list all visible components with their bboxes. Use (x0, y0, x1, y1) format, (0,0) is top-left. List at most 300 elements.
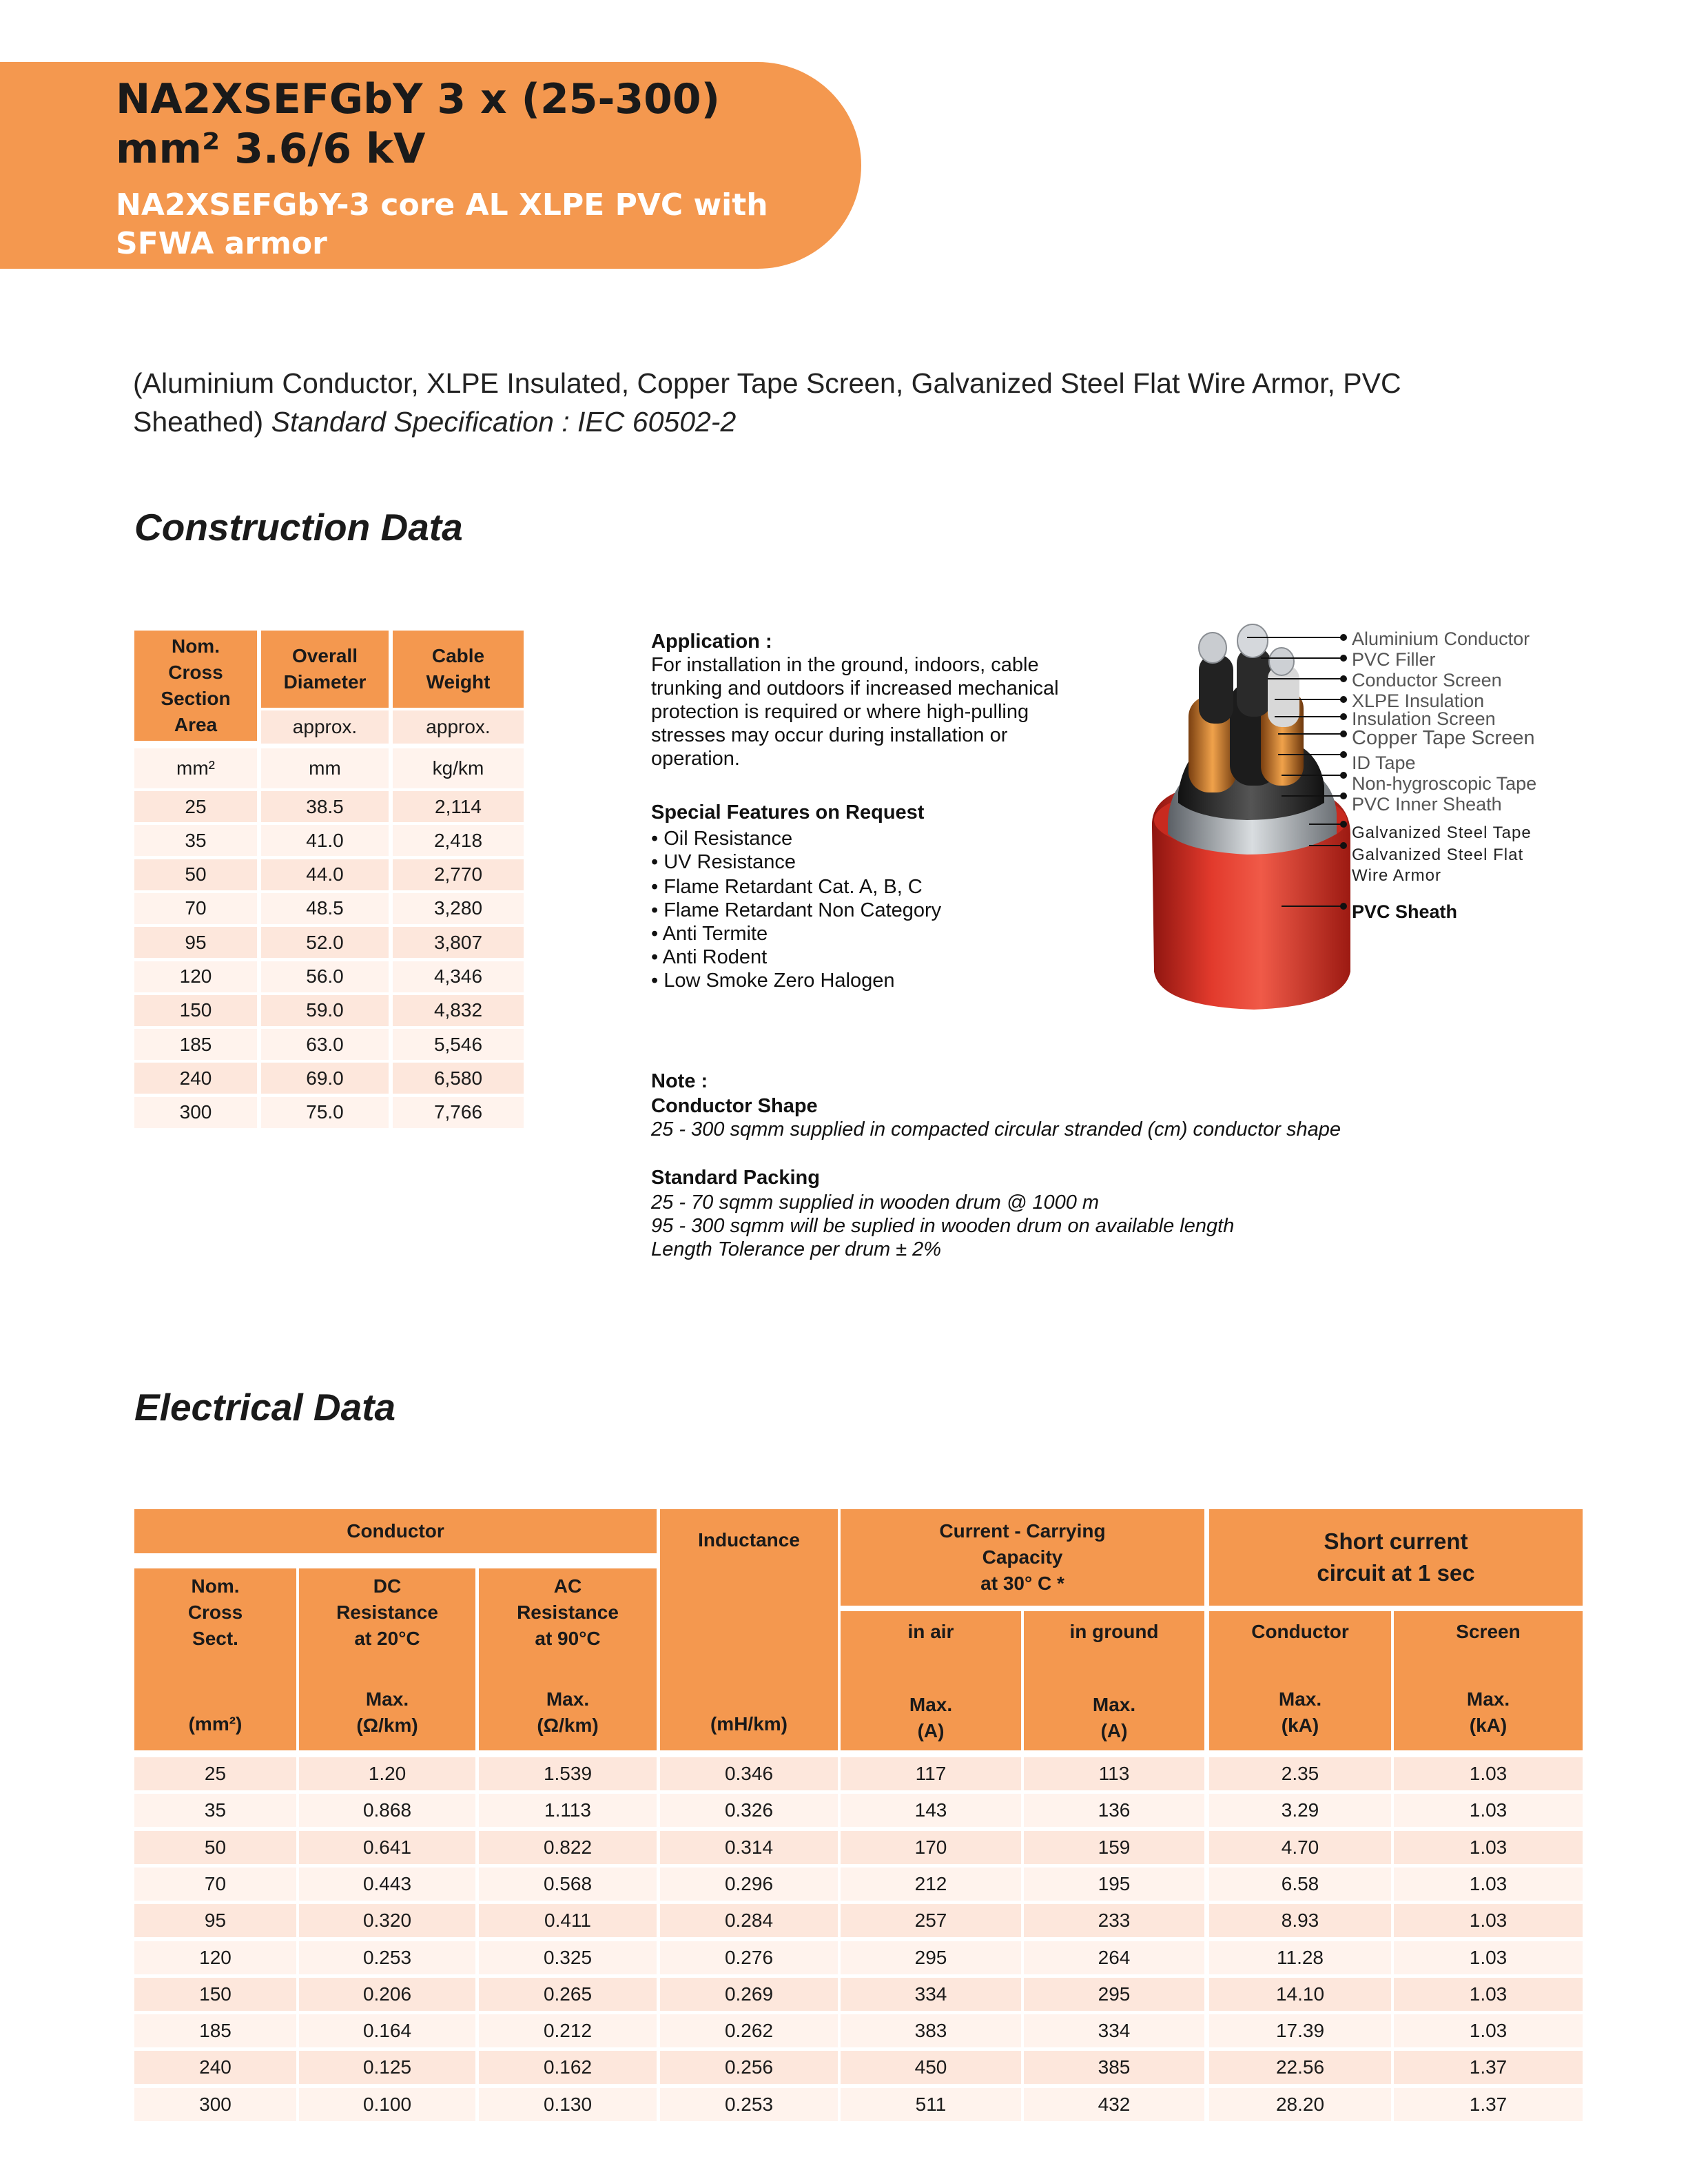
electrical-cell (1024, 2088, 1204, 2121)
callout-galvanized-steel-flat: Galvanized Steel Flat (1352, 846, 1524, 864)
callout-aluminium-conductor: Aluminium Conductor (1352, 628, 1530, 649)
electrical-cell-text: 1.20 (368, 1763, 407, 1784)
special-features-heading: Special Features on Request (651, 801, 925, 823)
electrical-cell-text: 35 (204, 1799, 227, 1821)
electrical-cell-text: 120 (199, 1946, 231, 1968)
application-line: For installation in the ground, indoors, cable (651, 654, 1039, 676)
electrical-cell (1024, 1978, 1204, 2011)
electrical-cell-text: 1.03 (1469, 1836, 1508, 1858)
electrical-cell (1209, 1831, 1391, 1864)
electrical-cell-text: 113 (1098, 1763, 1130, 1784)
electrical-cell (660, 2014, 838, 2047)
group-conductor-text: Conductor (347, 1520, 444, 1542)
construction-section-title: Construction Data (134, 506, 463, 549)
callout-id-tape: ID Tape (1352, 753, 1416, 773)
product-subtitle-line2: SFWA armor (116, 226, 327, 261)
callout-conductor-screen: Conductor Screen (1352, 670, 1502, 690)
construction-cell-text: 7,766 (433, 1101, 483, 1123)
electrical-cell (134, 1868, 296, 1901)
electrical-cell-text: 300 (199, 2093, 231, 2115)
electrical-cell (660, 1831, 838, 1864)
subheader-approx-text: approx. (292, 716, 358, 737)
electrical-cell (134, 1904, 296, 1937)
electrical-cell (660, 1904, 838, 1937)
electrical-cell-text: 0.206 (362, 1983, 412, 2005)
callout-leader-lines (1240, 620, 1350, 923)
electrical-cell (841, 2014, 1021, 2047)
sc-screen-unit (1394, 1681, 1583, 1743)
construction-cell (134, 825, 257, 856)
standard-packing-heading: Standard Packing (651, 1167, 820, 1189)
electrical-cell-text: 3.29 (1281, 1799, 1319, 1821)
electrical-cell (1024, 1794, 1204, 1827)
ac-resistance-label (479, 1571, 657, 1654)
electrical-cell-text: 0.253 (724, 2093, 774, 2115)
electrical-cell-text: 28.20 (1275, 2093, 1325, 2115)
electrical-cell (479, 1868, 657, 1901)
description-line2 (133, 402, 736, 441)
electrical-cell (841, 1904, 1021, 1937)
header-cable-weight-text: Cable Weight (426, 645, 491, 693)
electrical-cell-text: 334 (914, 1983, 947, 2005)
electrical-cell-text: 1.03 (1469, 1946, 1508, 1968)
special-feature-item: • Low Smoke Zero Halogen (651, 970, 895, 992)
unit-cell (261, 748, 389, 788)
electrical-cell (479, 1757, 657, 1790)
electrical-cell-text: 0.125 (362, 2056, 412, 2078)
electrical-cell-text: 0.568 (543, 1872, 593, 1894)
electrical-cell-text: 511 (915, 2093, 947, 2115)
core-insulation-1 (1199, 655, 1233, 724)
electrical-cell (1024, 1757, 1204, 1790)
unit-cell (393, 748, 524, 788)
electrical-cell (660, 1978, 838, 2011)
electrical-cell (841, 2088, 1021, 2121)
in-air-unit (841, 1688, 1021, 1748)
callout-galvanized-steel-tape: Galvanized Steel Tape (1352, 823, 1532, 842)
in-air-label (841, 1613, 1021, 1651)
electrical-cell (479, 2051, 657, 2084)
callout-copper-tape-screen: Copper Tape Screen (1352, 727, 1535, 749)
sc-screen-label-text: Screen (1456, 1621, 1521, 1642)
electrical-cell-text: 159 (1098, 1836, 1131, 1858)
construction-cell-text: 95 (185, 931, 207, 953)
group-current-capacity-text: Current - Carrying Capacity at 30° C * (939, 1520, 1106, 1594)
electrical-cell (1394, 1757, 1583, 1790)
electrical-cell-text: 0.641 (362, 1836, 412, 1858)
construction-cell (393, 1063, 524, 1094)
electrical-cell (1209, 1757, 1391, 1790)
electrical-cell-text: 1.37 (1469, 2056, 1508, 2078)
construction-cell-text: 50 (185, 863, 207, 886)
construction-cell (261, 893, 389, 924)
electrical-cell-text: 295 (914, 1946, 947, 1968)
electrical-cell-text: 0.276 (724, 1946, 774, 1968)
electrical-cell (134, 2014, 296, 2047)
electrical-cell-text: 233 (1098, 1910, 1131, 1932)
construction-cell (134, 893, 257, 924)
aluminium-conductor-1 (1199, 633, 1226, 663)
electrical-cell (299, 1904, 475, 1937)
construction-cell (393, 961, 524, 992)
electrical-cell (479, 1904, 657, 1937)
electrical-cell-text: 0.253 (362, 1946, 412, 1968)
sc-conductor-label (1209, 1613, 1391, 1651)
subheader-approx-text: approx. (426, 716, 491, 737)
electrical-cell (1209, 1868, 1391, 1901)
electrical-cell (1394, 1978, 1583, 2011)
electrical-cell-text: 0.411 (544, 1910, 591, 1932)
electrical-cell (1024, 1831, 1204, 1864)
electrical-cell (660, 1941, 838, 1974)
header-nom-cross-section (134, 631, 257, 741)
electrical-cell (1209, 1941, 1391, 1974)
electrical-cell (1024, 1904, 1204, 1937)
construction-cell (393, 1029, 524, 1060)
electrical-cell (134, 1831, 296, 1864)
construction-cell-text: 5,546 (433, 1033, 483, 1055)
application-line: protection is required or where high-pulling (651, 701, 1029, 723)
construction-cell-text: 70 (185, 897, 207, 919)
electrical-cell-text: 11.28 (1277, 1946, 1324, 1968)
electrical-cell-text: 8.93 (1281, 1910, 1319, 1932)
electrical-cell (841, 1757, 1021, 1790)
electrical-cell (841, 1941, 1021, 1974)
electrical-section-title: Electrical Data (134, 1386, 396, 1429)
electrical-cell (134, 2088, 296, 2121)
construction-cell (393, 893, 524, 924)
packing-line: 25 - 70 sqmm supplied in wooden drum @ 1000 m (651, 1191, 1100, 1214)
sc-conductor-label-text: Conductor (1251, 1621, 1349, 1642)
electrical-cell-text: 1.37 (1469, 2093, 1508, 2115)
construction-cell (393, 1097, 524, 1128)
construction-cell-text: 3,280 (433, 897, 483, 919)
construction-cell (393, 927, 524, 958)
construction-cell (261, 1029, 389, 1060)
construction-cell (393, 995, 524, 1026)
electrical-cell-text: 170 (914, 1836, 947, 1858)
dc-resistance-label (299, 1571, 475, 1654)
electrical-cell (1394, 2014, 1583, 2047)
electrical-cell (479, 2014, 657, 2047)
dc-resistance-label-text: DC Resistance at 20°C (336, 1575, 438, 1649)
electrical-cell-text: 1.03 (1469, 2020, 1508, 2042)
electrical-cell (1394, 2088, 1583, 2121)
electrical-cell-text: 136 (1098, 1799, 1131, 1821)
electrical-cell-text: 383 (914, 2020, 947, 2042)
electrical-cell-text: 25 (204, 1763, 227, 1784)
product-subtitle-line1: NA2XSEFGbY-3 core AL XLPE PVC with (116, 187, 768, 223)
application-line: operation. (651, 748, 740, 770)
electrical-cell-text: 0.325 (543, 1946, 593, 1968)
construction-cell (261, 1063, 389, 1094)
electrical-cell-text: 17.39 (1275, 2020, 1325, 2042)
construction-cell-text: 48.5 (306, 897, 344, 919)
construction-cell-text: 4,832 (433, 999, 483, 1021)
electrical-cell-text: 0.100 (362, 2093, 412, 2115)
electrical-cell-text: 1.113 (544, 1799, 591, 1821)
in-air-label-text: in air (907, 1621, 954, 1642)
construction-cell-text: 2,418 (433, 829, 483, 851)
construction-cell-text: 240 (179, 1067, 212, 1089)
header-cable-weight (393, 631, 524, 708)
electrical-cell (1024, 1868, 1204, 1901)
electrical-cell-text: 185 (199, 2020, 231, 2042)
unit-cell-text: mm (309, 757, 341, 779)
ac-resistance-label-text: AC Resistance at 90°C (517, 1575, 619, 1649)
construction-cell (134, 1097, 257, 1128)
construction-cell-text: 44.0 (306, 863, 344, 886)
electrical-cell (1024, 1941, 1204, 1974)
electrical-cell (841, 1978, 1021, 2011)
packing-line: Length Tolerance per drum ± 2% (651, 1238, 942, 1260)
note-heading: Note : (651, 1070, 708, 1092)
special-feature-item: • UV Resistance (651, 851, 796, 873)
construction-cell (261, 961, 389, 992)
electrical-cell (134, 1757, 296, 1790)
electrical-cell-text: 143 (914, 1799, 947, 1821)
application-block (651, 630, 1059, 770)
electrical-cell (1394, 2051, 1583, 2084)
callout-insulation-screen: Insulation Screen (1352, 708, 1496, 729)
electrical-cell-text: 117 (915, 1763, 947, 1784)
electrical-cell-text: 195 (1098, 1872, 1131, 1894)
callout-pvc-inner-sheath: PVC Inner Sheath (1352, 794, 1502, 815)
electrical-cell-text: 0.130 (543, 2093, 593, 2115)
nom-cross-sect-unit (134, 1702, 296, 1746)
electrical-cell (299, 2051, 475, 2084)
electrical-cell-text: 0.284 (724, 1910, 774, 1932)
inductance-unit (660, 1702, 838, 1746)
construction-cell (261, 995, 389, 1026)
nom-cross-sect-label-text: Nom. Cross Sect. (187, 1575, 243, 1649)
construction-cell (134, 859, 257, 890)
construction-cell (261, 825, 389, 856)
electrical-cell (1209, 2088, 1391, 2121)
electrical-cell (660, 2088, 838, 2121)
electrical-cell-text: 95 (204, 1910, 227, 1932)
construction-cell (393, 825, 524, 856)
construction-cell-text: 59.0 (306, 999, 344, 1021)
electrical-cell-text: 334 (1098, 2020, 1131, 2042)
dc-resistance-unit (299, 1681, 475, 1743)
electrical-cell (479, 1941, 657, 1974)
electrical-cell (299, 1831, 475, 1864)
construction-cell (393, 791, 524, 822)
electrical-cell-text: 1.03 (1469, 1983, 1508, 2005)
construction-cell-text: 69.0 (306, 1067, 344, 1089)
group-current-capacity (841, 1509, 1204, 1606)
construction-cell-text: 6,580 (433, 1067, 483, 1089)
electrical-cell (1024, 2051, 1204, 2084)
electrical-cell (479, 2088, 657, 2121)
special-feature-item: • Flame Retardant Non Category (651, 899, 942, 921)
electrical-cell-text: 1.03 (1469, 1799, 1508, 1821)
electrical-cell-text: 1.03 (1469, 1763, 1508, 1784)
electrical-cell (1024, 2014, 1204, 2047)
electrical-cell-text: 22.56 (1275, 2056, 1325, 2078)
construction-cell (134, 1063, 257, 1094)
special-feature-item: • Flame Retardant Cat. A, B, C (651, 876, 923, 898)
construction-cell (261, 791, 389, 822)
nom-cross-sect-unit-text: (mm²) (188, 1713, 243, 1735)
callout-pvc-sheath: PVC Sheath (1352, 901, 1458, 922)
sc-conductor-unit (1209, 1681, 1391, 1743)
electrical-cell (841, 1868, 1021, 1901)
electrical-cell-text: 257 (914, 1910, 947, 1932)
electrical-cell-text: 0.269 (724, 1983, 774, 2005)
electrical-cell-text: 450 (914, 2056, 947, 2078)
electrical-cell-text: 212 (914, 1872, 947, 1894)
electrical-cell-text: 1.03 (1469, 1910, 1508, 1932)
construction-cell (134, 791, 257, 822)
electrical-cell-text: 240 (199, 2056, 231, 2078)
electrical-cell (299, 1941, 475, 1974)
construction-cell-text: 25 (185, 795, 207, 817)
electrical-cell (134, 2051, 296, 2084)
electrical-cell (134, 1978, 296, 2011)
electrical-cell (299, 1794, 475, 1827)
in-air-unit-text: Max. (A) (909, 1694, 953, 1741)
construction-cell-text: 38.5 (306, 795, 344, 817)
inductance-unit-text: (mH/km) (710, 1713, 788, 1735)
electrical-cell-text: 432 (1098, 2093, 1131, 2115)
construction-cell-text: 41.0 (306, 829, 344, 851)
nom-cross-sect-label (134, 1571, 296, 1654)
electrical-cell-text: 264 (1098, 1946, 1131, 1968)
electrical-cell-text: 0.822 (543, 1836, 593, 1858)
application-line: stresses may occur during installation or (651, 724, 1008, 746)
electrical-cell-text: 1.539 (543, 1763, 593, 1784)
electrical-cell-text: 295 (1098, 1983, 1131, 2005)
electrical-cell-text: 385 (1098, 2056, 1131, 2078)
in-ground-unit (1024, 1688, 1204, 1748)
in-ground-unit-text: Max. (A) (1092, 1694, 1136, 1741)
special-feature-item: • Anti Rodent (651, 946, 768, 968)
sc-screen-unit-text: Max. (kA) (1466, 1688, 1510, 1736)
electrical-cell-text: 0.262 (724, 2020, 774, 2042)
electrical-cell (1209, 2014, 1391, 2047)
construction-cell (261, 927, 389, 958)
construction-cell-text: 185 (179, 1033, 212, 1055)
electrical-cell-text: 1.03 (1469, 1872, 1508, 1894)
header-overall-diameter (261, 631, 389, 708)
callout-wire-armor: Wire Armor (1352, 866, 1441, 885)
subheader-approx (393, 710, 524, 744)
unit-cell-text: mm² (176, 757, 215, 779)
construction-cell (134, 1029, 257, 1060)
electrical-cell-text: 14.10 (1275, 1983, 1325, 2005)
construction-cell (134, 995, 257, 1026)
construction-cell (261, 1097, 389, 1128)
electrical-cell (134, 1941, 296, 1974)
in-ground-label (1024, 1613, 1204, 1651)
electrical-cell-text: 0.314 (724, 1836, 774, 1858)
electrical-cell (1394, 1831, 1583, 1864)
group-inductance-label-text: Inductance (698, 1529, 800, 1551)
callout-pvc-filler: PVC Filler (1352, 649, 1436, 670)
construction-cell-text: 2,114 (435, 795, 482, 817)
product-title-line1: NA2XSEFGbY 3 x (25-300) (116, 75, 721, 123)
electrical-cell-text: 4.70 (1281, 1836, 1319, 1858)
electrical-cell (1394, 1904, 1583, 1937)
electrical-cell (660, 1794, 838, 1827)
construction-cell-text: 56.0 (306, 965, 344, 987)
conductor-shape-text: 25 - 300 sqmm supplied in compacted circular stranded (cm) conductor shape (651, 1118, 1341, 1140)
electrical-cell (660, 1868, 838, 1901)
unit-cell-text: kg/km (432, 757, 484, 779)
construction-cell (393, 859, 524, 890)
electrical-cell-text: 0.443 (362, 1872, 412, 1894)
electrical-cell (1394, 1941, 1583, 1974)
header-overall-diameter-text: Overall Diameter (283, 645, 367, 693)
electrical-cell (299, 2014, 475, 2047)
construction-cell-text: 75.0 (306, 1101, 344, 1123)
construction-cell-text: 52.0 (306, 931, 344, 953)
electrical-cell (479, 1978, 657, 2011)
electrical-cell-text: 0.212 (543, 2020, 593, 2042)
group-inductance-label (660, 1516, 838, 1564)
description-prefix: Sheathed) (133, 406, 271, 438)
electrical-cell-text: 50 (204, 1836, 227, 1858)
construction-cell (134, 927, 257, 958)
construction-cell-text: 150 (179, 999, 212, 1021)
ac-resistance-unit-text: Max. (Ω/km) (537, 1688, 599, 1736)
electrical-cell (299, 2088, 475, 2121)
electrical-cell-text: 0.256 (724, 2056, 774, 2078)
electrical-cell-text: 0.346 (724, 1763, 774, 1784)
electrical-cell-text: 0.868 (362, 1799, 412, 1821)
electrical-cell (841, 2051, 1021, 2084)
application-line: trunking and outdoors if increased mechanical (651, 677, 1059, 699)
group-short-circuit (1209, 1509, 1583, 1606)
electrical-cell-text: 0.265 (543, 1983, 593, 2005)
electrical-cell (479, 1794, 657, 1827)
packing-line: 95 - 300 sqmm will be suplied in wooden drum on available length (651, 1215, 1235, 1237)
subheader-approx (261, 710, 389, 744)
dc-resistance-unit-text: Max. (Ω/km) (356, 1688, 418, 1736)
electrical-cell (299, 1978, 475, 2011)
construction-cell (261, 859, 389, 890)
electrical-cell-text: 0.296 (724, 1872, 774, 1894)
special-feature-item: • Oil Resistance (651, 828, 793, 850)
electrical-cell (479, 1831, 657, 1864)
electrical-cell-text: 150 (199, 1983, 231, 2005)
application-heading: Application : (651, 631, 772, 653)
callout-non-hygroscopic-tape: Non-hygroscopic Tape (1352, 773, 1537, 794)
sc-conductor-unit-text: Max. (kA) (1278, 1688, 1322, 1736)
special-feature-item: • Anti Termite (651, 923, 768, 945)
electrical-cell (1209, 1904, 1391, 1937)
product-title-line2: mm² 3.6/6 kV (116, 125, 426, 173)
group-conductor (134, 1509, 657, 1553)
ac-resistance-unit (479, 1681, 657, 1743)
electrical-cell (1394, 1868, 1583, 1901)
group-short-circuit-text: Short current circuit at 1 sec (1317, 1528, 1475, 1586)
electrical-cell-text: 70 (204, 1872, 227, 1894)
construction-cell-text: 3,807 (433, 931, 483, 953)
conductor-shape-heading: Conductor Shape (651, 1095, 818, 1117)
construction-cell-text: 35 (185, 829, 207, 851)
electrical-cell (134, 1794, 296, 1827)
in-ground-label-text: in ground (1069, 1621, 1159, 1642)
construction-cell-text: 2,770 (433, 863, 483, 886)
standard-specification: Standard Specification : IEC 60502-2 (271, 406, 737, 438)
construction-cell-text: 4,346 (433, 965, 483, 987)
electrical-cell-text: 2.35 (1281, 1763, 1319, 1784)
electrical-cell-text: 0.162 (543, 2056, 593, 2078)
callout-xlpe-insulation: XLPE Insulation (1352, 690, 1485, 711)
